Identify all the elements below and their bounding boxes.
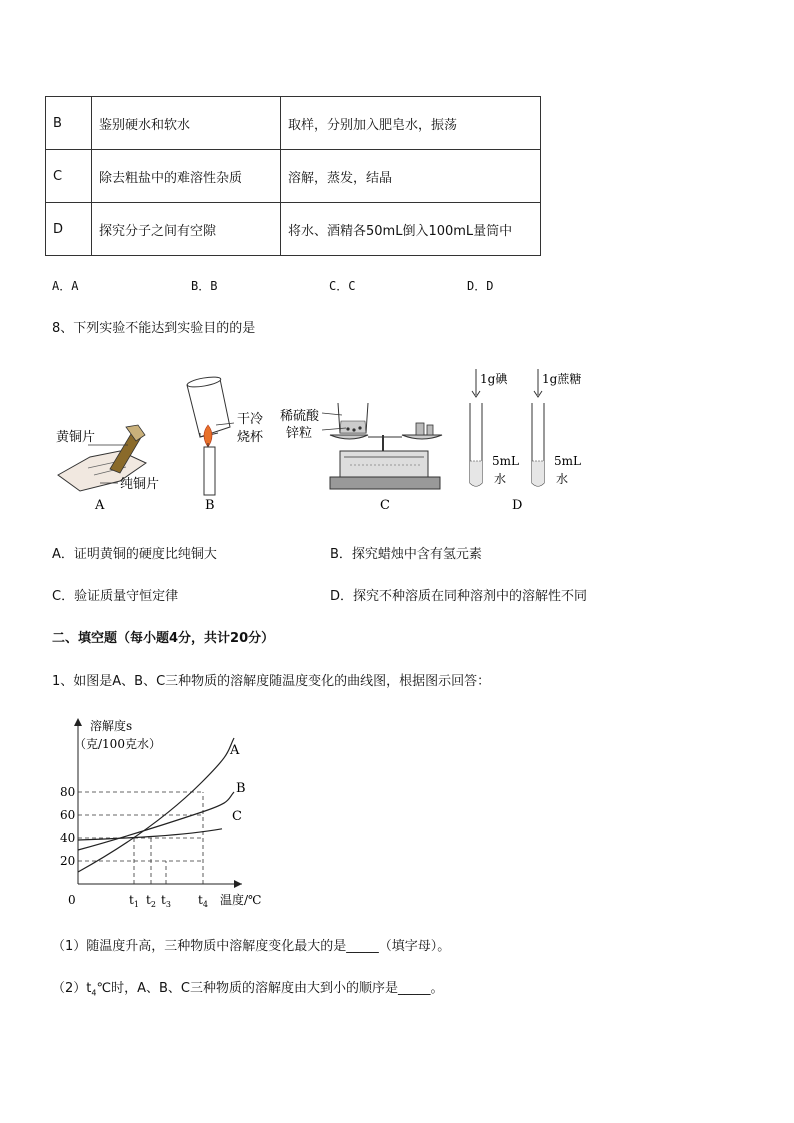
row-label: C bbox=[46, 150, 92, 203]
q8-stem: 8、下列实验不能达到实验目的的是 bbox=[52, 321, 256, 336]
q8-option-a[interactable]: A．证明黄铜的硬度比纯铜大 bbox=[52, 547, 217, 562]
series-label-a: A bbox=[230, 743, 240, 758]
figure-d-right-water: 水 bbox=[556, 472, 569, 486]
figure-a-label-bottom: 纯铜片 bbox=[120, 477, 160, 492]
figure-d-left-volume: 5mL bbox=[492, 454, 519, 468]
curve-b bbox=[78, 792, 234, 850]
y-axis-label-1: 溶解度s bbox=[90, 719, 133, 733]
chart-labels bbox=[60, 718, 261, 909]
solubility-chart bbox=[52, 712, 282, 912]
figure-c-label-1: 稀硫酸 bbox=[280, 409, 320, 424]
row-label: B bbox=[46, 97, 92, 150]
chart-curves bbox=[78, 738, 234, 872]
row-method: 溶解，蒸发，结晶 bbox=[281, 150, 541, 203]
q7-option-d[interactable]: D．D bbox=[467, 279, 494, 293]
origin-label: 0 bbox=[68, 893, 76, 907]
row-purpose: 鉴别硬水和软水 bbox=[92, 97, 281, 150]
q1-sub2-prefix: （2）t bbox=[52, 981, 92, 996]
x-axis-arrow bbox=[234, 880, 242, 888]
table-row bbox=[46, 150, 541, 203]
figure-a-brass-scratch bbox=[56, 425, 159, 513]
q1-sub2 bbox=[52, 977, 443, 998]
row-purpose: 除去粗盐中的难溶性杂质 bbox=[92, 150, 281, 203]
figure-d-left-solute: 1g碘 bbox=[480, 372, 508, 386]
q7-option-b[interactable]: B．B bbox=[191, 279, 218, 293]
figure-d-caption: D bbox=[512, 498, 523, 513]
q1-sub2-sub: 4 bbox=[91, 988, 97, 998]
y-tick-label: 40 bbox=[60, 831, 76, 845]
y-axis-arrow bbox=[74, 718, 82, 726]
x-tick-label: $t_3$ bbox=[161, 893, 171, 909]
q8-option-c[interactable]: C．验证质量守恒定律 bbox=[52, 589, 179, 604]
y-tick-label: 80 bbox=[60, 785, 76, 799]
series-label-b: B bbox=[236, 781, 246, 796]
table-row bbox=[46, 97, 541, 150]
figure-a-label-top: 黄铜片 bbox=[56, 430, 96, 445]
figure-c-label-2: 锌粒 bbox=[286, 426, 313, 441]
figure-d-test-tubes bbox=[470, 369, 581, 513]
series-label-c: C bbox=[232, 809, 242, 824]
figure-d-right-solute: 1g蔗糖 bbox=[542, 372, 582, 386]
figure-d-left-water: 水 bbox=[494, 472, 507, 486]
figure-b-candle-beaker bbox=[187, 375, 264, 513]
figure-c-balance bbox=[280, 403, 442, 513]
figure-c-caption: C bbox=[380, 498, 390, 513]
options-table bbox=[45, 96, 541, 256]
x-tick-label: $t_1$ bbox=[129, 893, 139, 909]
figure-b-label-2: 烧杯 bbox=[237, 430, 264, 445]
q8-experiment-figure bbox=[50, 365, 650, 515]
row-method: 取样，分别加入肥皂水，振荡 bbox=[281, 97, 541, 150]
figure-a-caption: A bbox=[95, 498, 105, 513]
row-purpose: 探究分子之间有空隙 bbox=[92, 203, 281, 256]
y-tick-label: 20 bbox=[60, 854, 76, 868]
y-tick-label: 60 bbox=[60, 808, 76, 822]
table-row bbox=[46, 203, 541, 256]
figure-b-caption: B bbox=[205, 498, 215, 513]
q8-option-b[interactable]: B．探究蜡烛中含有氢元素 bbox=[330, 547, 482, 562]
curve-a bbox=[78, 738, 234, 872]
q7-option-a[interactable]: A．A bbox=[52, 279, 79, 293]
y-axis-label-2: （克/100克水） bbox=[74, 737, 161, 751]
section-title: 二、填空题（每小题4分，共计20分） bbox=[52, 631, 275, 646]
figure-d-right-volume: 5mL bbox=[554, 454, 581, 468]
x-axis-label: 温度/℃ bbox=[220, 893, 262, 907]
q1-stem: 1、如图是A、B、C三种物质的溶解度随温度变化的曲线图，根据图示回答： bbox=[52, 674, 491, 689]
row-label: D bbox=[46, 203, 92, 256]
q1-sub2-suffix: ℃时，A、B、C三种物质的溶解度由大到小的顺序是_____。 bbox=[96, 981, 444, 996]
row-method: 将水、酒精各50mL倒入100mL量筒中 bbox=[281, 203, 541, 256]
q8-option-d[interactable]: D．探究不种溶质在同种溶剂中的溶解性不同 bbox=[330, 589, 588, 604]
q7-option-c[interactable]: C．C bbox=[329, 279, 356, 293]
x-tick-label: $t_2$ bbox=[146, 893, 156, 909]
q1-sub1: （1）随温度升高，三种物质中溶解度变化最大的是_____（填字母）。 bbox=[52, 939, 451, 954]
chart-guide-lines bbox=[78, 792, 203, 884]
x-tick-label: $t_4$ bbox=[198, 893, 208, 909]
figure-b-label-1: 干冷 bbox=[237, 412, 264, 427]
